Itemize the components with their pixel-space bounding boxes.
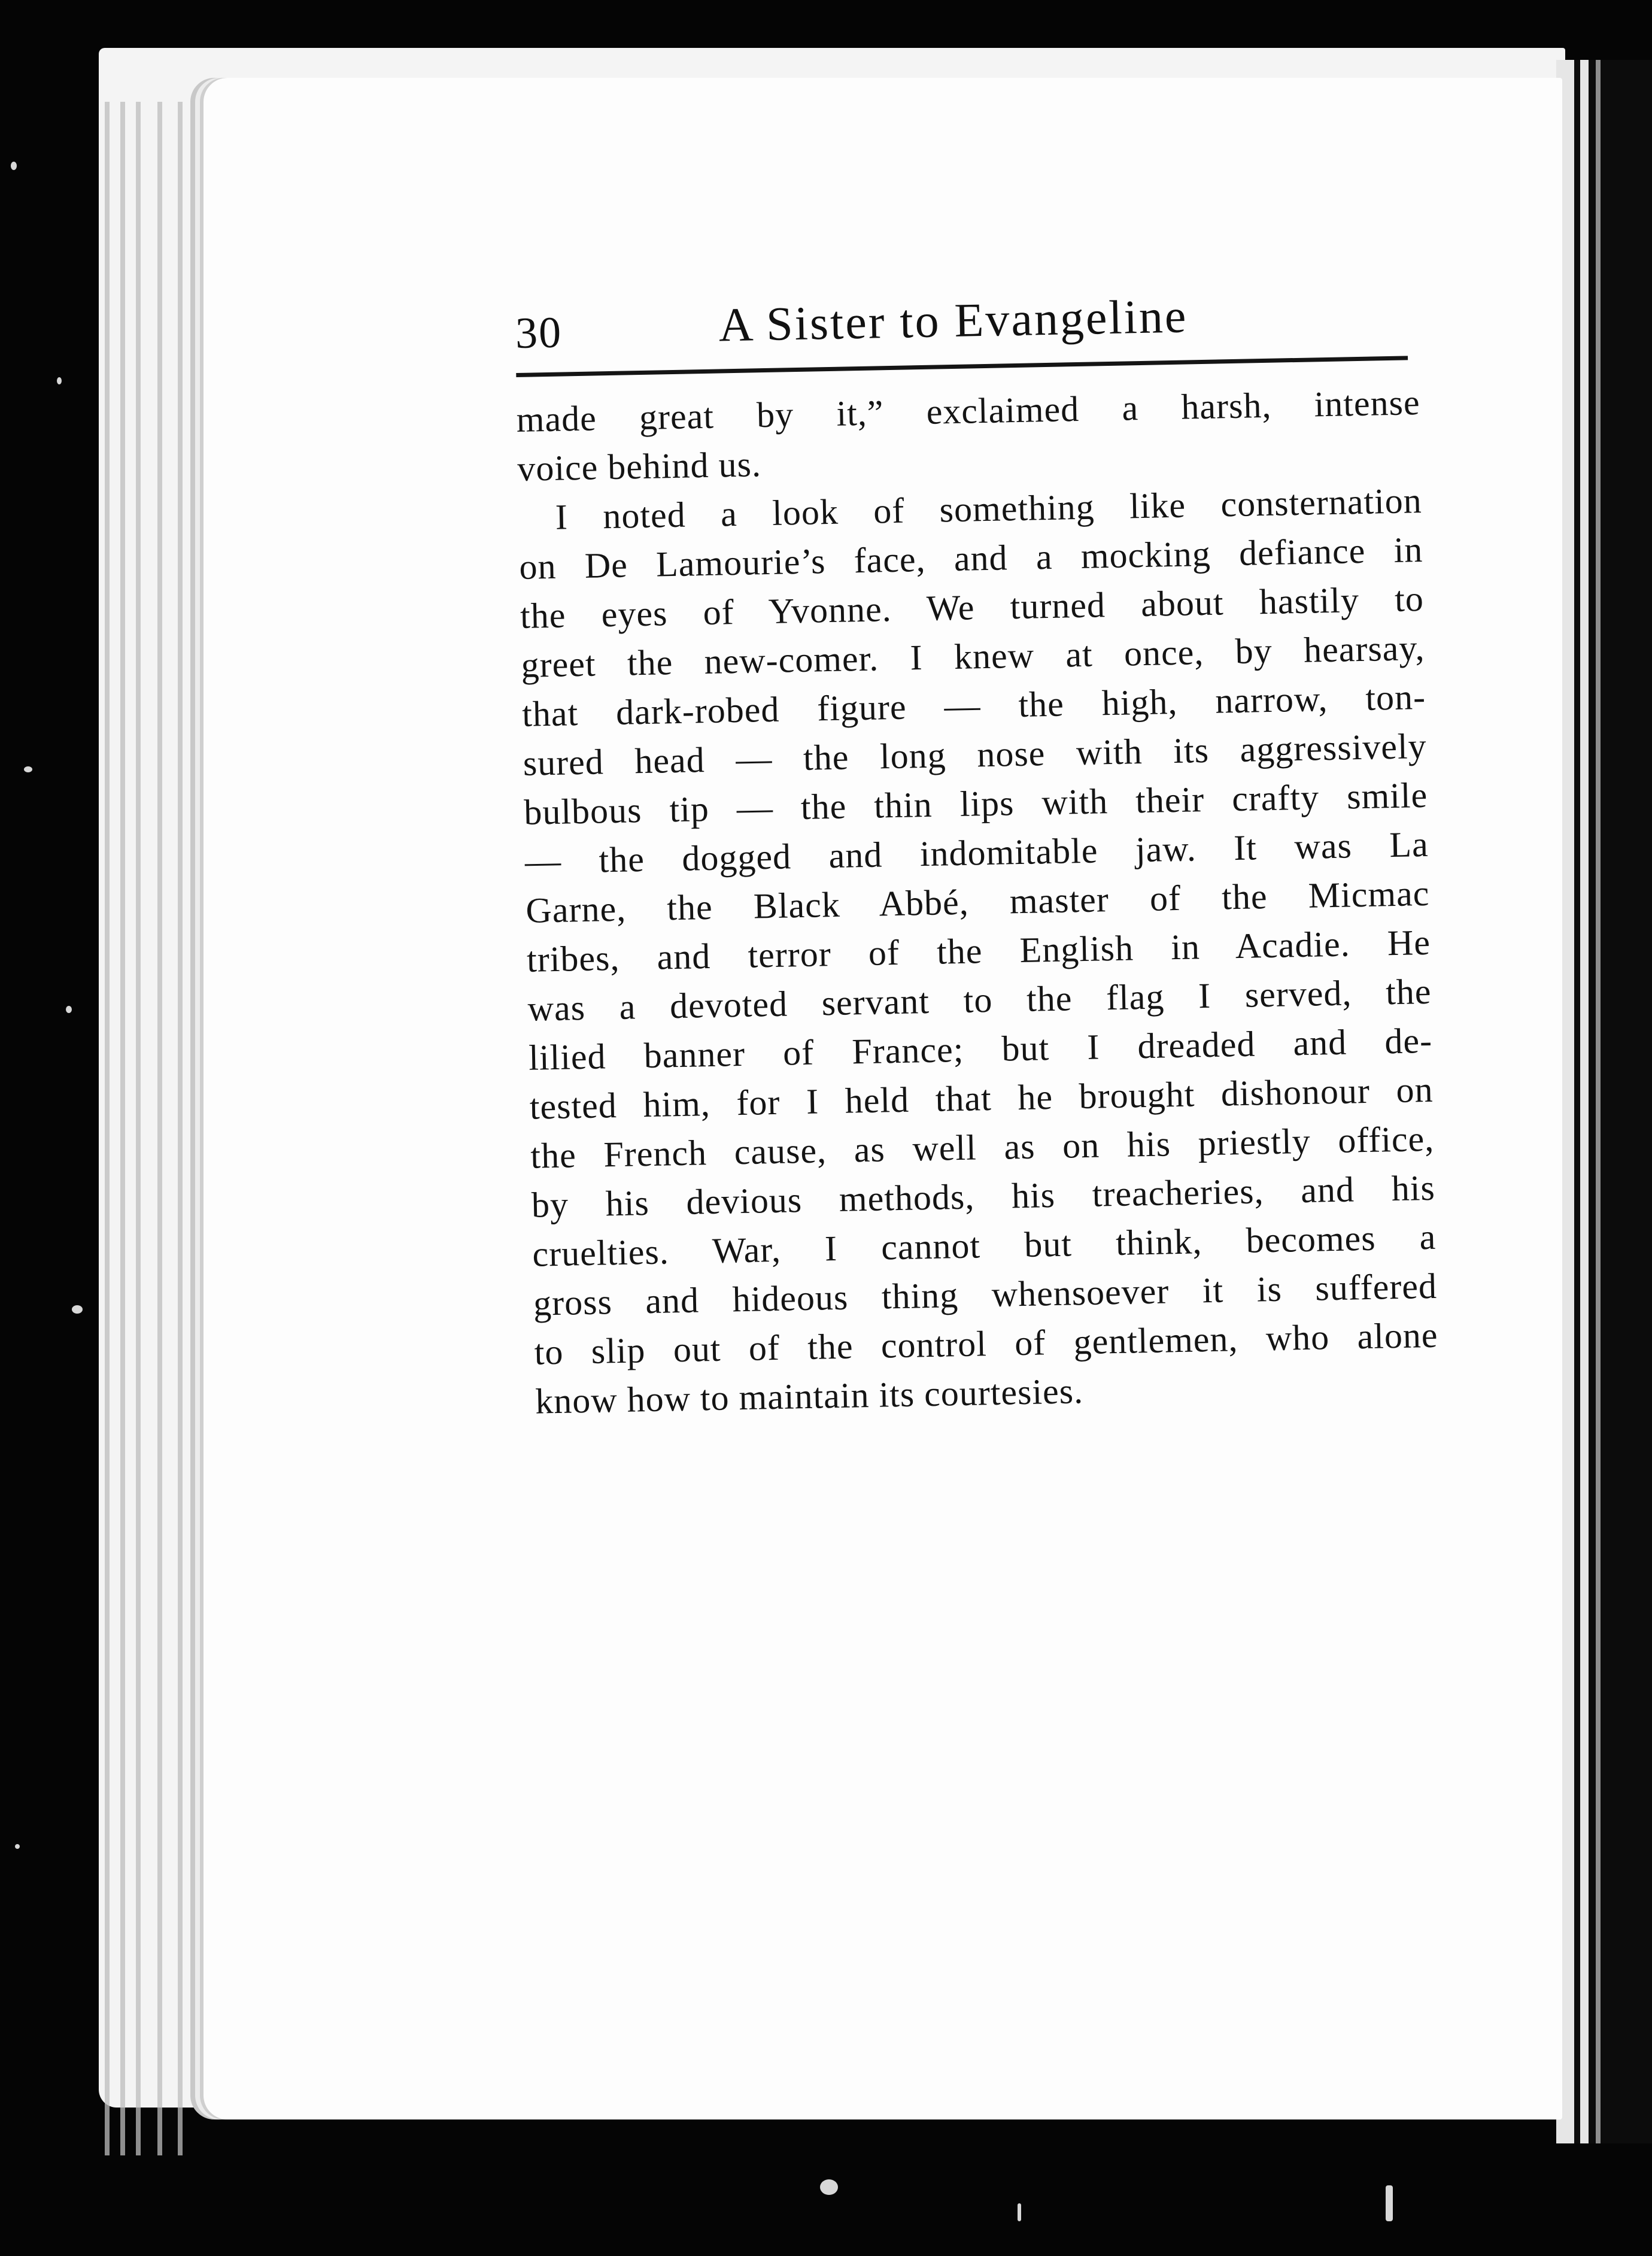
dust-speck bbox=[1386, 2185, 1393, 2221]
next-page-edge bbox=[1556, 60, 1652, 2143]
page-number: 30 bbox=[515, 308, 563, 358]
page-edge bbox=[178, 102, 183, 2155]
dust-speck bbox=[24, 766, 32, 772]
text-line: that dark-robed figure — the high, narrow, ton- bbox=[521, 677, 1426, 734]
page-edge bbox=[157, 102, 162, 2155]
text-line: know how to maintain its courtesies. bbox=[535, 1371, 1084, 1421]
text-line: the French cause, as well as on his priestly office, bbox=[530, 1118, 1435, 1176]
text-line: was a devoted servant to the flag I served, the bbox=[527, 971, 1432, 1029]
text-line: tribes, and terror of the English in Acadie. He bbox=[526, 922, 1431, 980]
dust-speck bbox=[72, 1305, 83, 1314]
body-text bbox=[516, 378, 1440, 1426]
text-line: lilied banner of France; but I dreaded and de- bbox=[528, 1020, 1433, 1078]
text-line: the eyes of Yvonne. We turned about hastily to bbox=[520, 578, 1425, 636]
text-line: sured head — the long nose with its aggressively bbox=[523, 726, 1428, 783]
dust-speck bbox=[11, 162, 17, 170]
dust-speck bbox=[57, 377, 62, 384]
page-edge bbox=[136, 102, 141, 2155]
text-line: voice behind us. bbox=[517, 444, 762, 489]
text-line: made great by it,” exclaimed a harsh, intense bbox=[516, 383, 1421, 439]
binding-strip bbox=[1596, 60, 1601, 2143]
book-title: A Sister to Evangeline bbox=[718, 290, 1189, 352]
page-edge bbox=[120, 102, 125, 2155]
text-line: bulbous tip — the thin lips with their crafty smile bbox=[523, 775, 1428, 832]
text-line: to slip out of the control of gentlemen, who alone bbox=[534, 1315, 1439, 1372]
text-line: greet the new-comer. I knew at once, by hearsay, bbox=[521, 627, 1426, 685]
dust-speck bbox=[1018, 2203, 1021, 2221]
text-line: cruelties. War, I cannot but think, becomes a bbox=[532, 1217, 1437, 1274]
text-line: tested him, for I held that he brought dishonour on bbox=[529, 1069, 1434, 1127]
dust-speck bbox=[66, 1006, 72, 1013]
text-line: on De Lamourie’s face, and a mocking defiance in bbox=[518, 529, 1423, 587]
page-edge bbox=[105, 102, 110, 2155]
dust-speck bbox=[15, 1844, 20, 1849]
text-line: by his devious methods, his treacheries, and his bbox=[531, 1168, 1436, 1225]
text-line: Garne, the Black Abbé, master of the Micmac bbox=[525, 873, 1430, 930]
text-line: — the dogged and indomitable jaw. It was La bbox=[524, 824, 1429, 881]
dust-speck bbox=[820, 2179, 838, 2195]
text-line: gross and hideous thing whensoever it is suffered bbox=[533, 1266, 1438, 1323]
text-line: I noted a look of something like consternation bbox=[555, 480, 1423, 537]
binding-strip bbox=[1580, 60, 1589, 2143]
